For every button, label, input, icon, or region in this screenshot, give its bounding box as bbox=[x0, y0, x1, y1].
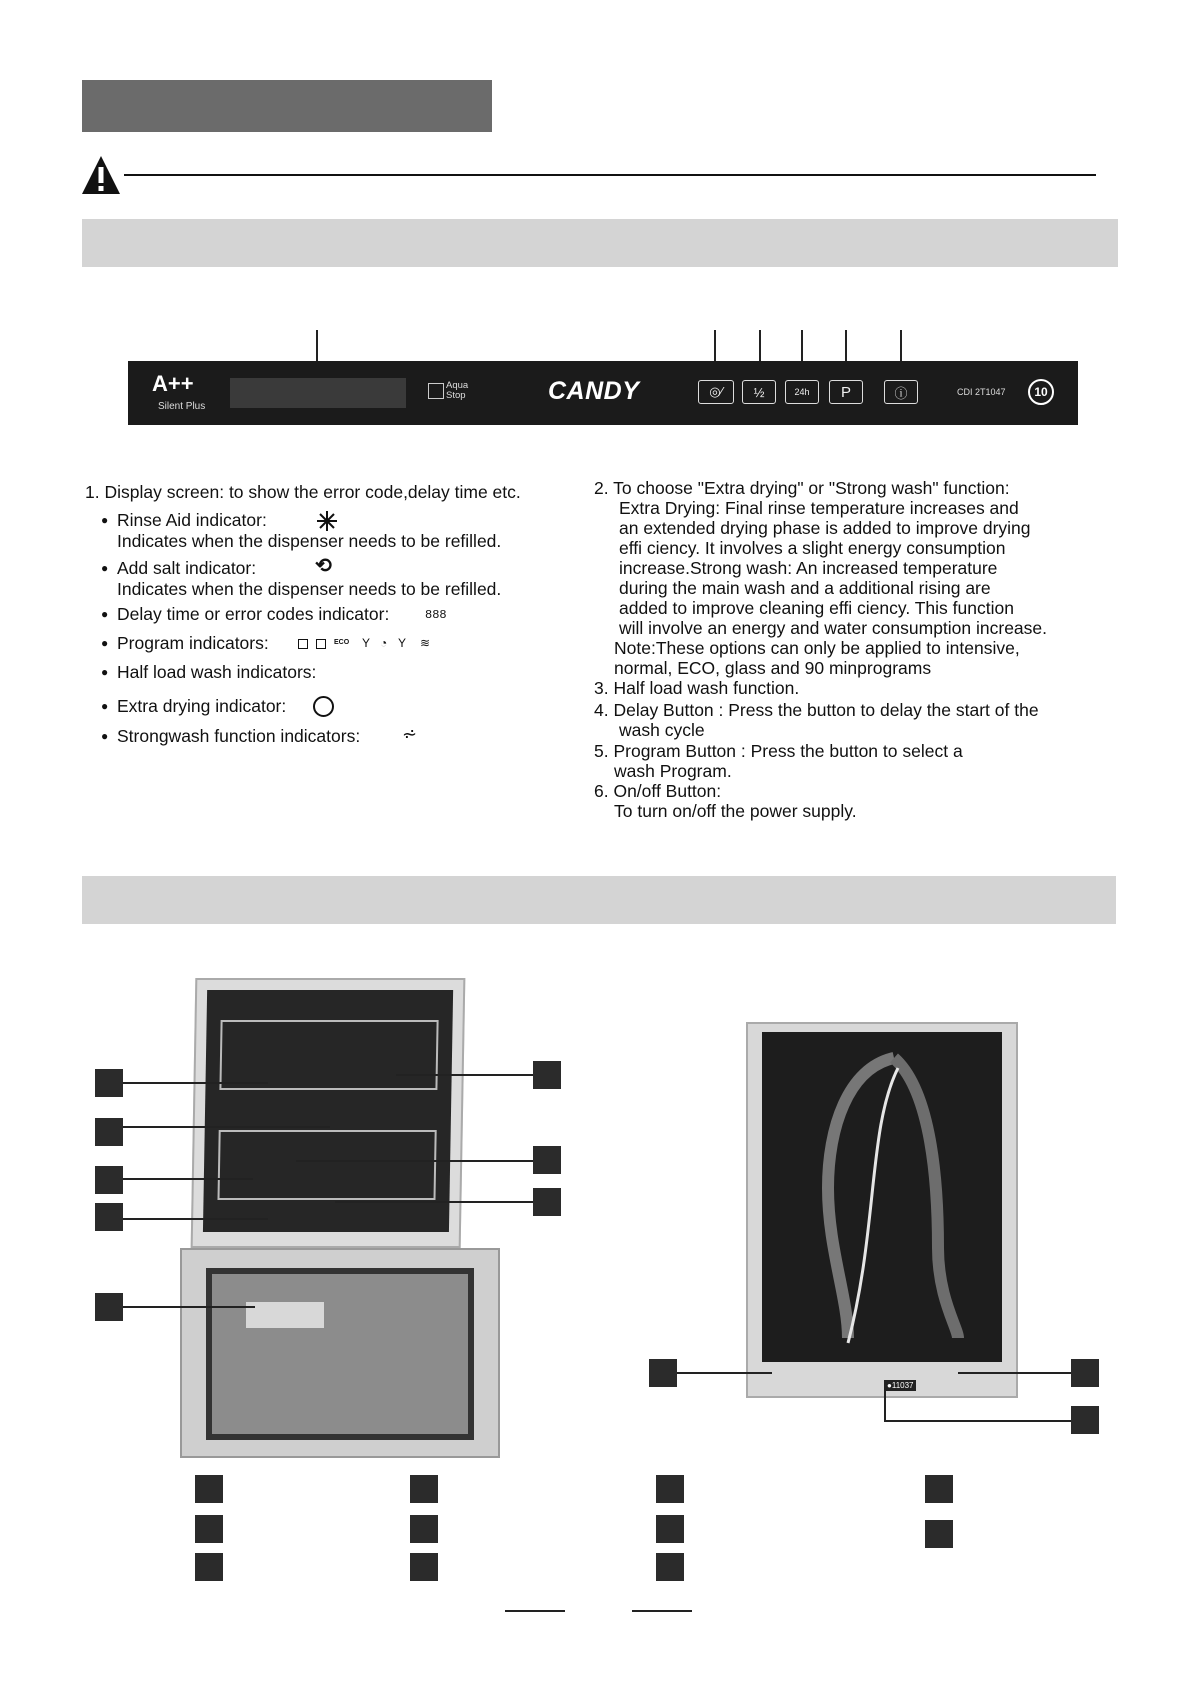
onoff-button-text: To turn on/off the power supply. bbox=[614, 801, 857, 821]
program-icons bbox=[298, 638, 440, 652]
prewash-icon: ≋ bbox=[420, 636, 431, 650]
callout-line-11 bbox=[884, 1420, 1071, 1422]
callout-line-6 bbox=[396, 1074, 533, 1076]
power-button[interactable]: ⓘ bbox=[884, 380, 918, 404]
callout-box-9 bbox=[649, 1359, 677, 1387]
item-extra-drying: 2. To choose "Extra drying" or "Strong wash" function: bbox=[594, 478, 1010, 498]
legend-box-7 bbox=[656, 1475, 684, 1503]
legend-box-4 bbox=[410, 1475, 438, 1503]
legend-box-6 bbox=[410, 1553, 438, 1581]
delay-digits: 888 bbox=[425, 608, 447, 622]
dishwasher-door-photo bbox=[180, 1248, 500, 1458]
callout-line-11-vertical bbox=[884, 1384, 886, 1420]
delay-button[interactable]: 24h bbox=[785, 380, 819, 404]
appliance-overview-heading-bar bbox=[82, 876, 1116, 924]
callout-line-10 bbox=[958, 1372, 1071, 1374]
half-load-indicator-label: ● Half load wash indicators: bbox=[117, 662, 316, 682]
strong-wash-text-4: will involve an energy and water consumption increase. bbox=[619, 618, 1048, 638]
callout-box-10 bbox=[1071, 1359, 1099, 1387]
aqua-stop-icon bbox=[428, 383, 444, 399]
item-display-screen: 1. Display screen: to show the error code,delay time etc. bbox=[85, 482, 521, 502]
strong-wash-icon: ⩫ bbox=[402, 724, 418, 744]
callout-box-8 bbox=[533, 1188, 561, 1216]
extra-drying-text-3: effi ciency. It involves a slight energy consumption bbox=[619, 538, 1006, 558]
energy-logo: A++ bbox=[152, 371, 194, 396]
callout-box-4 bbox=[95, 1203, 123, 1231]
rinse-aid-icon bbox=[316, 510, 338, 532]
drain-hose bbox=[808, 1048, 968, 1348]
note-text-1: Note:These options can only be applied to intensive, bbox=[614, 638, 1020, 658]
callout-line-1 bbox=[123, 1082, 268, 1084]
callout-line-4 bbox=[123, 1218, 268, 1220]
callout-box-2 bbox=[95, 1118, 123, 1146]
half-load-button[interactable]: ½ bbox=[742, 380, 776, 404]
strong-wash-text-2: during the main wash and a additional rising are bbox=[619, 578, 991, 598]
legend-box-2 bbox=[195, 1515, 223, 1543]
aqua-stop-label: Aqua Stop bbox=[446, 380, 469, 401]
lower-basket bbox=[217, 1130, 436, 1200]
strong-wash-text-3: added to improve cleaning effi ciency. This function bbox=[619, 598, 1014, 618]
rinse-aid-desc: Indicates when the dispenser needs to be refilled. bbox=[117, 531, 502, 551]
dishwasher-front-photo bbox=[191, 978, 466, 1248]
item-program-button: 5. Program Button : Press the button to select a bbox=[594, 741, 963, 761]
legend-box-5 bbox=[410, 1515, 438, 1543]
callout-line-2 bbox=[123, 1126, 330, 1128]
pot-icon-2 bbox=[316, 639, 326, 649]
place-settings-badge: 10 bbox=[1028, 379, 1054, 405]
note-text-2: normal, ECO, glass and 90 minprograms bbox=[614, 658, 932, 678]
legend-box-3 bbox=[195, 1553, 223, 1581]
section-title-bar bbox=[82, 80, 492, 132]
rinse-aid-label: ● Rinse Aid indicator: bbox=[117, 510, 267, 530]
control-panel-heading-bar bbox=[82, 219, 1118, 267]
extra-drying-indicator-icon bbox=[313, 696, 334, 717]
footer-rule-right bbox=[632, 1610, 692, 1612]
model-number: CDI 2T1047 bbox=[957, 387, 1006, 397]
callout-box-1 bbox=[95, 1069, 123, 1097]
callout-line-3 bbox=[123, 1178, 253, 1180]
delay-indicator-label: ● Delay time or error codes indicator: bbox=[117, 604, 389, 624]
callout-box-5 bbox=[95, 1293, 123, 1321]
pot-icon bbox=[298, 639, 308, 649]
callout-line-9 bbox=[677, 1372, 772, 1374]
item-delay-button: 4. Delay Button : Press the button to delay the start of the bbox=[594, 700, 1039, 720]
callout-box-6 bbox=[533, 1061, 561, 1089]
eco-icon: ECO bbox=[334, 639, 350, 646]
rear-label: ●11037 bbox=[884, 1380, 916, 1391]
detergent-dispenser bbox=[246, 1302, 324, 1328]
item-half-load: 3. Half load wash function. bbox=[594, 678, 800, 698]
salt-desc: Indicates when the dispenser needs to be refilled. bbox=[117, 579, 502, 599]
legend-box-11 bbox=[925, 1520, 953, 1548]
strong-wash-text-1: increase.Strong wash: An increased temperature bbox=[619, 558, 998, 578]
extra-drying-text-2: an extended drying phase is added to improve drying bbox=[619, 518, 1031, 538]
salt-label: ● Add salt indicator: bbox=[117, 558, 256, 578]
salt-icon: ⟲ bbox=[315, 555, 332, 577]
brand-logo: CANDY bbox=[548, 377, 640, 405]
legend-box-9 bbox=[656, 1553, 684, 1581]
extra-drying-text-1: Extra Drying: Final rinse temperature increases and bbox=[619, 498, 1019, 518]
callout-line-8 bbox=[335, 1201, 533, 1203]
delay-button-text: wash cycle bbox=[619, 720, 705, 740]
clock-icon: ◔ bbox=[380, 636, 388, 650]
callout-box-3 bbox=[95, 1166, 123, 1194]
strong-wash-label: ● Strongwash function indicators: bbox=[117, 726, 360, 746]
warning-rule bbox=[124, 174, 1096, 176]
program-button[interactable]: P bbox=[829, 380, 863, 404]
extra-drying-label: ● Extra drying indicator: bbox=[117, 696, 286, 716]
control-panel bbox=[128, 361, 1078, 425]
door-inner bbox=[206, 1268, 474, 1440]
footer-rule-left bbox=[505, 1610, 565, 1612]
legend-box-8 bbox=[656, 1515, 684, 1543]
program-button-text: wash Program. bbox=[614, 761, 732, 781]
quick-icon: Y bbox=[398, 636, 407, 650]
energy-subtitle: Silent Plus bbox=[158, 401, 206, 412]
display-screen bbox=[230, 378, 406, 408]
warning-icon bbox=[80, 154, 122, 196]
callout-box-11 bbox=[1071, 1406, 1099, 1434]
item-onoff-button: 6. On/off Button: bbox=[594, 781, 722, 801]
callout-box-7 bbox=[533, 1146, 561, 1174]
legend-box-10 bbox=[925, 1475, 953, 1503]
extra-drying-icon: ◎∕ bbox=[709, 384, 723, 399]
extra-drying-button[interactable] bbox=[698, 380, 734, 404]
upper-basket bbox=[219, 1020, 438, 1090]
program-indicators-label: ● Program indicators: bbox=[117, 633, 269, 653]
dishwasher-rear-photo bbox=[746, 1022, 1018, 1398]
legend-box-1 bbox=[195, 1475, 223, 1503]
callout-line-7 bbox=[296, 1160, 533, 1162]
glass-icon: Y bbox=[362, 636, 371, 650]
callout-line-5 bbox=[123, 1306, 255, 1308]
